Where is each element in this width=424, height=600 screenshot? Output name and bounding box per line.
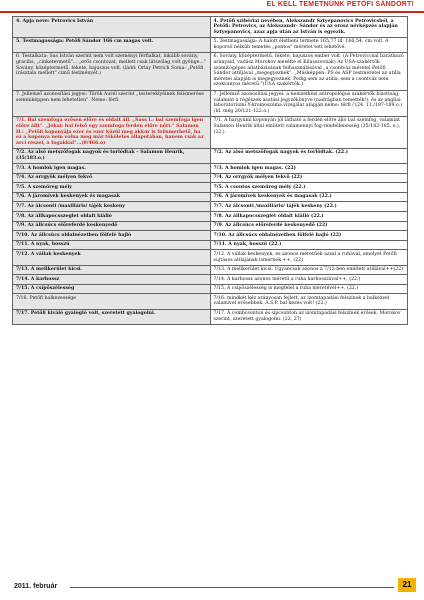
left-cell: 7/8. Az állkapocsszeglet oldalt kiálló: [13, 212, 211, 222]
right-cell: 7/4. Az orrgyök mélyen fekvő (22): [210, 173, 408, 183]
left-cell: 4. Apja neve: Petrovics István: [13, 17, 211, 38]
table-row: [13, 275, 408, 285]
left-cell: 7/11. A nyak, hosszú: [13, 240, 211, 250]
issue-date: 2011. február: [14, 583, 58, 590]
table-row: [13, 183, 408, 193]
right-cell: 7/15. A csípőszélesség is megfelel a ruha méretével++, (22.): [210, 284, 408, 294]
table-row: [13, 173, 408, 183]
table-row: [13, 17, 408, 38]
left-cell: 7/5. A szemöreg mély: [13, 183, 211, 193]
right-cell: 7/2. Az alsó metszőfogak nagyok és torlódtak. (22.): [210, 148, 408, 163]
table-row: [13, 192, 408, 202]
page-number-badge: 21: [398, 578, 416, 592]
left-cell: 7. Jellemző azonosítási jegyei: Török Aurél szerint „testereklyéinek felismerése semmiképpen nem lehetetlen". Neme: férfi.: [13, 90, 211, 116]
table-row: [13, 202, 408, 212]
right-cell: 7/12. A vállak keskenyek, és azonos méretűek azzal a ruhával, amelyet Petőfi sujtásos atilájának ismernek.++, (22): [210, 250, 408, 265]
right-cell: 6. Sovány, középtermetű, fekete, bajuszos ember volt. (A Petroviccsal barátkozó arányaid, vadász Morokov mesélte el Kilasszovnak) Az USA-szakértők számítógépes adatbázisának felhasználásával „a csontváz méretei Petőfi Sándor attiljával „megegyeznek". „Másképpen: PS és ASP testméretei az atilla méretei alapján is megegyeznek. Pedig sem az atilla, sem a csontváz nem szokványos méretű."(USA szakértők.): [210, 52, 408, 90]
right-cell: 7/16. mindkét kéz arányosan fejlett, az izomtapadási felszínek a balkézzel valamivel erősebbek. A.S.P. bal kezes volt! (22.): [210, 294, 408, 309]
right-cell: 7/7. Az álcsonti /maxilláris/ tájék keskeny (22.): [210, 202, 408, 212]
header-rule: [0, 11, 424, 13]
right-cell: 7/10. Az állcsúcs oldalnézetben fölfelé hajló (22): [210, 231, 408, 241]
table-row: [13, 240, 408, 250]
left-cell: 5. Testmagassága: Petőfi Sándor 166 cm magas volt.: [13, 37, 211, 52]
right-cell: 7/8. Az állkapocsszeglet oldalt kiálló (22.): [210, 212, 408, 222]
left-cell: 7/3. A homlok igen magas.: [13, 164, 211, 174]
left-cell: 7/6. A járomívek keskenyek és magasak: [13, 192, 211, 202]
right-cell: 7/1. A hargyúmi koponyán jól látható a ferdén előre álló bal szemfog, valamint Salamon Henrik által említett valamennyi fog-rendellenesség (35/183-185. o.), (22.): [210, 116, 408, 148]
table-row: [13, 284, 408, 294]
right-cell: 7/13. A mellkerület kicsi. Ugyancsak azonos a 7/12-ben említett atillával++(22): [210, 265, 408, 275]
left-cell: 7/16. Petőfi balkezessége: [13, 294, 211, 309]
right-cell: 7/3. A homlok igen magas. (22): [210, 164, 408, 174]
left-cell: 7/13. A mellkerület kicsi.: [13, 265, 211, 275]
right-cell: 4. Petőfi szibériai nevében, Alekszandr Sztyepanovics Petrovicsból, a Petőfi: Petrovics, az Alekszandr- Sándor és az orosz névképzés alapján Sztyepanovics, azaz apja után az István is egyezik.: [210, 17, 408, 38]
table-row: [13, 37, 408, 52]
right-cell: 5. Testmagassága: A halott életbeni termete 165,77 ill. 166,54, cm volt. A koporsó nélküli temetés „pontos" méretet tett lehetővé.: [210, 37, 408, 52]
right-cell: 7/9. Az állcsúcs előreferdé keskenyedő (22): [210, 221, 408, 231]
table-row: [13, 250, 408, 265]
right-cell: 7/17. A combcsonton és sípcsonton az izomtapadási felszínek erősek, Morokov szerint, szeretett gyalogolni. (22, 27): [210, 309, 408, 324]
left-cell: 7/12. A vállak keskenyek: [13, 250, 211, 265]
table-row: [13, 212, 408, 222]
left-cell: 7/10. Az állcsúcs oldalnézetben fölfelé hajló: [13, 231, 211, 241]
running-title: EL KELL TEMETNÜNK PETŐFI SÁNDORT!: [266, 1, 414, 8]
right-cell: 7. Jellemző azonosítási jegyei: a nemzetközi antropológus szakértők bizottság, valamint a régészek ásatási jegyzőkönyve (nadrágban temették!), és az angliai laboratóriumi Y-kromoszóma vizsgálat alapján neme: férfi / (24. 11./187-189.o.) (Id. még 20/121-122.o.): [210, 90, 408, 116]
table-row: [13, 148, 408, 163]
table-row: [13, 309, 408, 324]
left-cell: 7/9. Az állcsúcs előreferdé keskenyedő: [13, 221, 211, 231]
left-cell: 7/17. Petőfi kiváló gyalogló volt, szeretett gyalogolni.: [13, 309, 211, 324]
footer-rule: [70, 587, 394, 588]
right-cell: 7/6. A járomívek keskenyek és magasak (22.): [210, 192, 408, 202]
left-cell: 7/2. Az alsó metszőfogak nagyok és torlódtak – Salamon Henrik, (35/183.o.): [13, 148, 211, 163]
table-row: [13, 90, 408, 116]
table-row: [13, 52, 408, 90]
comparison-table: [12, 16, 408, 325]
right-cell: 7/11. A nyak, hosszú (22.): [210, 240, 408, 250]
table-row: [13, 265, 408, 275]
left-cell: 7/1. Bal szemfoga erősen előre és oldalt áll. „Sass I.: bal szemfoga igen előre állt". „Jókai: bal felső egy szemfoga ferdén előre nőtt." Salamon H.: „Petőfi koponyája ezer és ezer közül meg akkor is felismerhető, ha ez a koponya nem volna meg már tökéletes állapotában, hanem csak az arci részei, a fogakkal"...(8/466.o): [13, 116, 211, 148]
left-cell: 7/4. Az orrgyök mélyen fekvő: [13, 173, 211, 183]
table-row: [13, 294, 408, 309]
table-row: [13, 116, 408, 148]
left-cell: 7/15. A csípőszélesség: [13, 284, 211, 294]
left-cell: 7/7. Az álcsonti /maxilláris/ tájék keskeny: [13, 202, 211, 212]
right-cell: 7/5. A csontos szemüreg mély (22.): [210, 183, 408, 193]
table-row: [13, 221, 408, 231]
table-row: [13, 164, 408, 174]
table-row: [13, 231, 408, 241]
left-cell: 7/14. A karhossz: [13, 275, 211, 285]
left-cell: 6. Testalkata: Sas István szerint nem volt szeményi férfialkat, inkább sovány, gracilis, „cinketermetű"... „erős csontozat, mellett csak látszólag volt gyönge..." Sovány, középtermetű, fekete, bajuszos volt. (ládd: Orlay Petrich Soma: „Petőfi írásztala mellett" című festményét.): [13, 52, 211, 90]
right-cell: 7/14. A karhossz azonos méretű a ruha karhosszával++, (22.): [210, 275, 408, 285]
